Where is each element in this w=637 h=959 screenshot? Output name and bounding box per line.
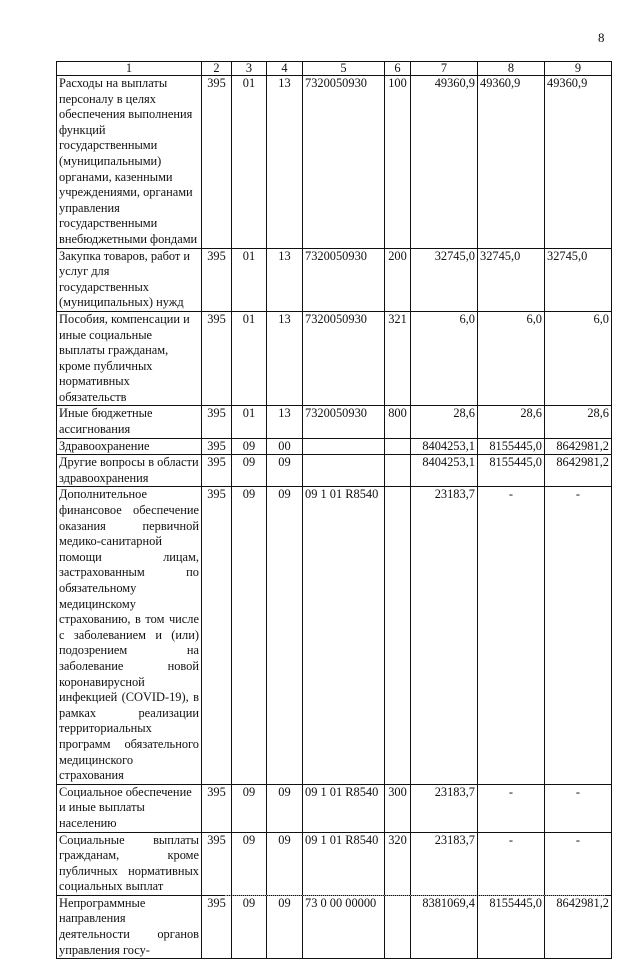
- cell-amount-2: 32745,0: [478, 248, 545, 311]
- cell-amount-1: 8404253,1: [411, 438, 478, 455]
- cell-subsection: 09: [267, 895, 303, 958]
- cell-amount-3: 32745,0: [545, 248, 612, 311]
- table-row: [57, 406, 612, 438]
- cell-amount-2: 8155445,0: [478, 438, 545, 455]
- cell-section: 09: [232, 832, 267, 895]
- cell-subsection: 00: [267, 438, 303, 455]
- cell-subsection: 13: [267, 76, 303, 249]
- header-cell: 7: [411, 62, 478, 76]
- cell-amount-3: -: [545, 487, 612, 784]
- row-name: Непрограммные направления деятельности органов управления госу-: [57, 895, 202, 958]
- cell-admin-code: 395: [202, 455, 232, 487]
- table-row: [57, 438, 612, 455]
- header-cell: 9: [545, 62, 612, 76]
- cell-expense-type: [385, 455, 411, 487]
- cell-amount-1: 23183,7: [411, 832, 478, 895]
- cell-amount-1: 28,6: [411, 406, 478, 438]
- cell-section: 09: [232, 438, 267, 455]
- row-name: Пособия, компенсации и иные социальные выплаты гражданам, кроме публичных нормативных обязательств: [57, 311, 202, 406]
- cell-section: 01: [232, 248, 267, 311]
- cell-expense-type: 320: [385, 832, 411, 895]
- cell-section: 09: [232, 455, 267, 487]
- cell-admin-code: 395: [202, 406, 232, 438]
- cell-admin-code: 395: [202, 784, 232, 832]
- cell-expense-type: 200: [385, 248, 411, 311]
- table-row: [57, 455, 612, 487]
- cell-amount-3: 49360,9: [545, 76, 612, 249]
- cell-amount-1: 49360,9: [411, 76, 478, 249]
- scan-edge-rule: [225, 895, 605, 896]
- header-cell: 1: [57, 62, 202, 76]
- cell-expense-type: 800: [385, 406, 411, 438]
- cell-target-article: 73 0 00 00000: [303, 895, 385, 958]
- cell-amount-2: 8155445,0: [478, 895, 545, 958]
- cell-expense-type: 300: [385, 784, 411, 832]
- cell-amount-3: 8642981,2: [545, 438, 612, 455]
- cell-expense-type: 100: [385, 76, 411, 249]
- cell-amount-3: 8642981,2: [545, 895, 612, 958]
- cell-subsection: 09: [267, 487, 303, 784]
- header-cell: 2: [202, 62, 232, 76]
- row-name: Расходы на выплаты персоналу в целях обеспечения выполнения функций государственными (муниципальными) органами, казенными учреждениями, органами управления государственными внебюджетными фондами: [57, 76, 202, 249]
- cell-amount-2: -: [478, 487, 545, 784]
- table-row: [57, 832, 612, 895]
- cell-amount-2: 28,6: [478, 406, 545, 438]
- cell-expense-type: 321: [385, 311, 411, 406]
- table-header-row: [57, 62, 612, 76]
- header-cell: 8: [478, 62, 545, 76]
- row-name: Дополнительное финансовое обеспечение оказания первичной медико-санитарной помощи лицам, застрахованным по обязательному медицинскому страхованию, в том числе с заболеванием и (или) подозрением на заболевание новой коронавирусной инфекцией (COVID-19), в рамках реализации территориальных программ обязательного медицинского страхования: [57, 487, 202, 784]
- cell-amount-2: 6,0: [478, 311, 545, 406]
- cell-target-article: [303, 438, 385, 455]
- cell-amount-3: -: [545, 784, 612, 832]
- table-row: [57, 487, 612, 784]
- page-number: 8: [598, 30, 605, 45]
- cell-subsection: 09: [267, 784, 303, 832]
- cell-amount-1: 23183,7: [411, 784, 478, 832]
- cell-amount-2: -: [478, 784, 545, 832]
- cell-admin-code: 395: [202, 438, 232, 455]
- cell-subsection: 13: [267, 311, 303, 406]
- cell-subsection: 13: [267, 248, 303, 311]
- cell-admin-code: 395: [202, 248, 232, 311]
- table-row: [57, 311, 612, 406]
- cell-target-article: 09 1 01 R8540: [303, 487, 385, 784]
- cell-amount-1: 32745,0: [411, 248, 478, 311]
- cell-admin-code: 395: [202, 487, 232, 784]
- cell-amount-1: 8381069,4: [411, 895, 478, 958]
- cell-subsection: 09: [267, 832, 303, 895]
- cell-admin-code: 395: [202, 311, 232, 406]
- header-cell: 3: [232, 62, 267, 76]
- cell-amount-2: -: [478, 832, 545, 895]
- cell-subsection: 09: [267, 455, 303, 487]
- cell-amount-3: 8642981,2: [545, 455, 612, 487]
- cell-section: 09: [232, 784, 267, 832]
- cell-section: 01: [232, 406, 267, 438]
- row-name: Здравоохранение: [57, 438, 202, 455]
- cell-expense-type: [385, 438, 411, 455]
- row-name: Другие вопросы в области здравоохранения: [57, 455, 202, 487]
- header-cell: 5: [303, 62, 385, 76]
- cell-target-article: 7320050930: [303, 248, 385, 311]
- cell-section: 09: [232, 895, 267, 958]
- cell-amount-3: 6,0: [545, 311, 612, 406]
- row-name: Иные бюджетные ассигнования: [57, 406, 202, 438]
- table-row: [57, 784, 612, 832]
- cell-admin-code: 395: [202, 895, 232, 958]
- cell-target-article: [303, 455, 385, 487]
- cell-amount-2: 49360,9: [478, 76, 545, 249]
- cell-amount-3: 28,6: [545, 406, 612, 438]
- table-row: [57, 248, 612, 311]
- cell-admin-code: 395: [202, 76, 232, 249]
- cell-amount-1: 23183,7: [411, 487, 478, 784]
- budget-table: [56, 61, 612, 959]
- cell-subsection: 13: [267, 406, 303, 438]
- row-name: Социальные выплаты гражданам, кроме публичных нормативных социальных выплат: [57, 832, 202, 895]
- cell-expense-type: [385, 487, 411, 784]
- header-cell: 4: [267, 62, 303, 76]
- cell-admin-code: 395: [202, 832, 232, 895]
- cell-section: 01: [232, 76, 267, 249]
- cell-target-article: 7320050930: [303, 76, 385, 249]
- cell-amount-1: 6,0: [411, 311, 478, 406]
- cell-target-article: 09 1 01 R8540: [303, 784, 385, 832]
- row-name: Социальное обеспечение и иные выплаты населению: [57, 784, 202, 832]
- cell-amount-1: 8404253,1: [411, 455, 478, 487]
- cell-section: 01: [232, 311, 267, 406]
- cell-target-article: 7320050930: [303, 311, 385, 406]
- cell-target-article: 09 1 01 R8540: [303, 832, 385, 895]
- cell-section: 09: [232, 487, 267, 784]
- cell-amount-2: 8155445,0: [478, 455, 545, 487]
- row-name: Закупка товаров, работ и услуг для государственных (муниципальных) нужд: [57, 248, 202, 311]
- table-row: [57, 76, 612, 249]
- cell-amount-3: -: [545, 832, 612, 895]
- cell-target-article: 7320050930: [303, 406, 385, 438]
- header-cell: 6: [385, 62, 411, 76]
